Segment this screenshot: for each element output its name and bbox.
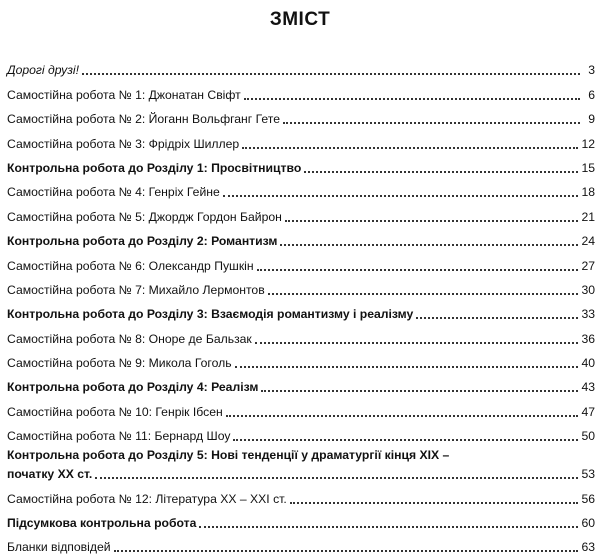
toc-leader-dots <box>268 293 579 295</box>
toc-entry-label: Дорогі друзі! <box>7 63 79 78</box>
toc-entry-continuation <box>7 467 595 483</box>
toc-entry <box>7 532 595 556</box>
toc-entry-label: Самостійна робота № 2: Йоганн Вольфганг Гете <box>7 112 280 127</box>
toc-leader-dots <box>199 526 578 528</box>
toc-entry <box>7 79 595 103</box>
toc-entry-label: Бланки відповідей <box>7 540 111 555</box>
toc-page-number: 21 <box>581 209 595 224</box>
toc-page-number: 27 <box>581 258 595 273</box>
toc-entry <box>7 445 595 483</box>
toc-leader-dots <box>280 244 578 246</box>
toc-page-number: 40 <box>581 356 595 371</box>
toc-entry <box>7 55 595 79</box>
toc-page-number: 15 <box>581 160 595 175</box>
toc-entry <box>7 323 595 347</box>
toc-entry <box>7 299 595 323</box>
toc-entry <box>7 396 595 420</box>
toc-entry-label: Самостійна робота № 1: Джонатан Свіфт <box>7 87 241 102</box>
toc-entry-label: Самостійна робота № 8: Оноре де Бальзак <box>7 331 252 346</box>
toc-page-number: 9 <box>588 112 595 127</box>
toc-entry <box>7 177 595 201</box>
toc-leader-dots <box>82 73 580 75</box>
toc-leader-dots <box>233 439 578 441</box>
toc-leader-dots <box>283 122 580 124</box>
toc-leader-dots <box>235 366 579 368</box>
toc-entry <box>7 201 595 225</box>
toc-page-number: 30 <box>581 282 595 297</box>
toc-leader-dots <box>257 269 579 271</box>
toc-entry <box>7 508 595 532</box>
toc-leader-dots <box>416 317 578 319</box>
toc-entry-label: Контрольна робота до Розділу 3: Взаємодія романтизму і реалізму <box>7 307 414 322</box>
toc-leader-dots <box>290 502 579 504</box>
toc-page-number: 6 <box>588 87 595 102</box>
toc-entry <box>7 250 595 274</box>
toc-leader-dots <box>255 342 579 344</box>
toc-entry-label-line2: початку XX ст. <box>7 467 93 482</box>
toc-page-number: 50 <box>581 429 595 444</box>
toc-page-number: 60 <box>581 516 595 531</box>
toc-entry-label: Самостійна робота № 12: Література XX – XXI ст. <box>7 491 287 506</box>
toc-leader-dots <box>114 550 579 552</box>
toc-leader-dots <box>226 415 579 417</box>
toc-entry-label: Самостійна робота № 7: Михайло Лермонтов <box>7 282 265 297</box>
toc-entry <box>7 372 595 396</box>
toc-page-number: 63 <box>581 540 595 555</box>
toc-page-number: 3 <box>588 63 595 78</box>
toc-entry <box>7 483 595 507</box>
toc-entry-label: Самостійна робота № 10: Генрік Ібсен <box>7 404 223 419</box>
toc-entry <box>7 128 595 152</box>
toc-entry-label: Контрольна робота до Розділу 5: Нові тенденції у драматургії кінця XIX – <box>7 448 450 463</box>
toc-entry-label: Контрольна робота до Розділу 2: Романтизм <box>7 234 278 249</box>
table-of-contents <box>7 55 595 556</box>
toc-page-number: 12 <box>581 136 595 151</box>
toc-entry <box>7 226 595 250</box>
toc-leader-dots <box>95 477 578 479</box>
toc-entry-label: Підсумкова контрольна робота <box>7 516 197 531</box>
toc-entry <box>7 104 595 128</box>
toc-entry-label: Самостійна робота № 4: Генріх Гейне <box>7 185 220 200</box>
toc-entry <box>7 275 595 299</box>
toc-page-number: 47 <box>581 404 595 419</box>
toc-entry <box>7 348 595 372</box>
toc-page-number: 33 <box>581 307 595 322</box>
toc-entry-label: Контрольна робота до Розділу 1: Просвітництво <box>7 160 302 175</box>
toc-leader-dots <box>285 220 579 222</box>
toc-entry-label: Самостійна робота № 9: Микола Гоголь <box>7 356 232 371</box>
toc-entry-label: Самостійна робота № 3: Фрідріх Шиллер <box>7 136 240 151</box>
toc-entry-label: Контрольна робота до Розділу 4: Реалізм <box>7 380 259 395</box>
toc-entry-label: Самостійна робота № 11: Бернард Шоу <box>7 429 231 444</box>
toc-page-number: 18 <box>581 185 595 200</box>
toc-page-number: 43 <box>581 380 595 395</box>
toc-page-number: 53 <box>581 467 595 482</box>
toc-entry <box>7 153 595 177</box>
toc-page-number: 24 <box>581 234 595 249</box>
toc-leader-dots <box>244 98 580 100</box>
page-title: ЗМІСТ <box>269 9 331 30</box>
toc-entry-label: Самостійна робота № 5: Джордж Гордон Байрон <box>7 209 282 224</box>
toc-leader-dots <box>223 195 579 197</box>
toc-entry <box>7 421 595 445</box>
toc-page-number: 56 <box>581 491 595 506</box>
toc-page-number: 36 <box>581 331 595 346</box>
toc-leader-dots <box>304 171 578 173</box>
toc-leader-dots <box>261 390 578 392</box>
toc-leader-dots <box>242 147 578 149</box>
toc-entry-label: Самостійна робота № 6: Олександр Пушкін <box>7 258 254 273</box>
